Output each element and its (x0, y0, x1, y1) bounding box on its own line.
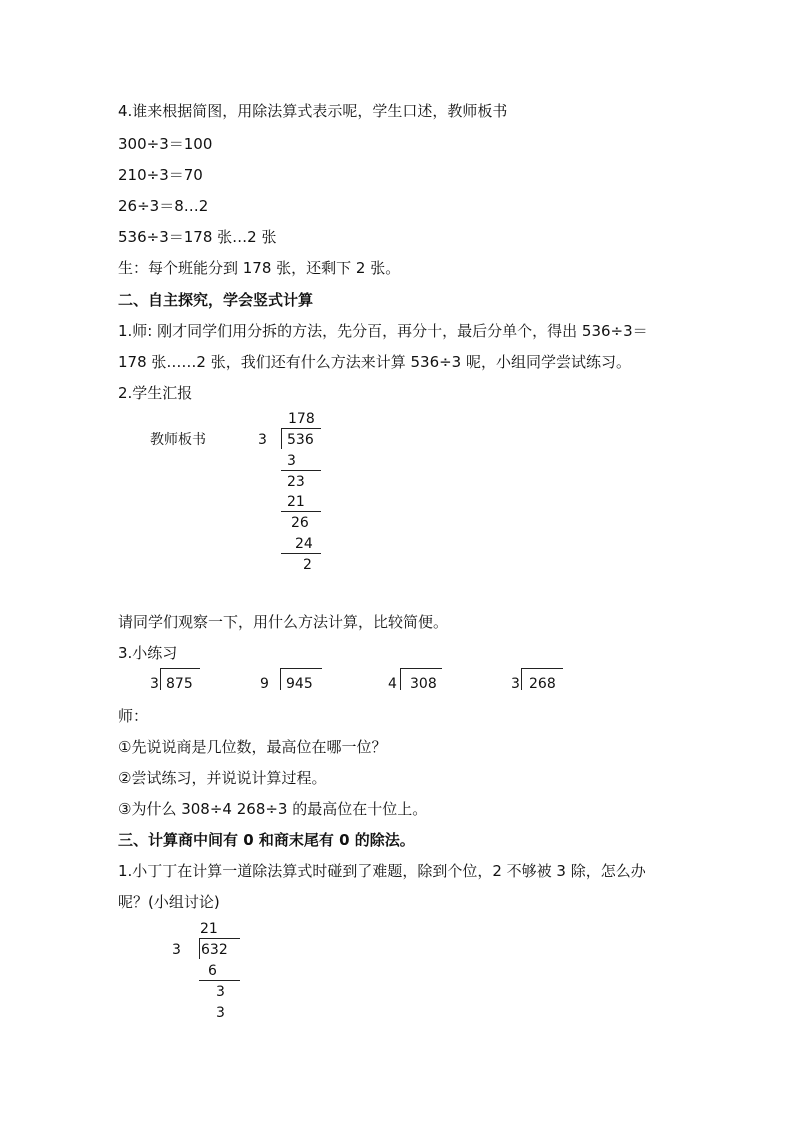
step: 6 (208, 963, 217, 979)
division-bar (160, 668, 200, 669)
step: 21 (287, 494, 305, 510)
step: 24 (295, 536, 313, 552)
division-bracket (280, 668, 281, 690)
step-rule (281, 511, 321, 512)
step: 23 (287, 474, 305, 490)
step-rule (281, 470, 321, 471)
division-bar (199, 938, 240, 939)
text-line: 536÷3＝178 张…2 张 (118, 228, 277, 246)
division-bracket (400, 668, 401, 690)
dividend: 536 (287, 432, 314, 448)
divisor: 9 (260, 676, 269, 692)
dividend: 945 (286, 676, 313, 692)
text-line: 呢？(小组讨论) (118, 893, 220, 911)
dividend: 308 (410, 676, 437, 692)
divisor: 3 (150, 676, 159, 692)
dividend: 875 (166, 676, 193, 692)
step: 3 (216, 984, 225, 1000)
division-bracket (160, 668, 161, 690)
divisor: 3 (258, 432, 267, 448)
divisor: 4 (388, 676, 397, 692)
step: 3 (287, 453, 296, 469)
text-line: ③为什么 308÷4 268÷3 的最高位在十位上。 (118, 800, 428, 818)
step: 3 (216, 1005, 225, 1021)
step: 26 (291, 515, 309, 531)
text-line: ②尝试练习，并说说计算过程。 (118, 769, 327, 787)
text-line: 师： (118, 707, 149, 725)
text-line: 26÷3＝8…2 (118, 197, 209, 215)
section-heading: 三、计算商中间有 0 和商末尾有 0 的除法。 (118, 831, 415, 849)
text-line: 生：每个班能分到 178 张，还剩下 2 张。 (118, 259, 401, 277)
divisor: 3 (172, 942, 181, 958)
division-bar (521, 668, 563, 669)
text-line: 4.谁来根据简图，用除法算式表示呢，学生口述，教师板书 (118, 102, 508, 120)
text-line: 210÷3＝70 (118, 166, 203, 184)
text-line: 1.师: 刚才同学们用分拆的方法，先分百，再分十，最后分单个，得出 536÷3＝ (118, 322, 648, 340)
step-rule (199, 980, 240, 981)
division-bracket (199, 938, 200, 959)
division-bar (280, 668, 322, 669)
division-bracket (521, 668, 522, 690)
board-caption: 教师板书 (150, 432, 206, 448)
text-line: 300÷3＝100 (118, 135, 213, 153)
dividend: 632 (201, 942, 228, 958)
division-bar (281, 428, 321, 429)
text-line: 2.学生汇报 (118, 384, 193, 402)
quotient: 178 (288, 411, 315, 427)
dividend: 268 (529, 676, 556, 692)
step-rule (281, 553, 321, 554)
text-line: 3.小练习 (118, 644, 178, 662)
text-line: 请同学们观察一下，用什么方法计算，比较简便。 (118, 613, 449, 631)
text-line: ①先说说商是几位数，最高位在哪一位？ (118, 738, 387, 756)
division-bar (400, 668, 442, 669)
divisor: 3 (511, 676, 520, 692)
remainder: 2 (303, 557, 312, 573)
division-bracket (281, 428, 282, 449)
section-heading: 二、自主探究，学会竖式计算 (118, 291, 314, 309)
quotient: 21 (200, 921, 218, 937)
text-line: 1.小丁丁在计算一道除法算式时碰到了难题，除到个位，2 不够被 3 除，怎么办 (118, 862, 646, 880)
text-line: 178 张……2 张，我们还有什么方法来计算 536÷3 呢，小组同学尝试练习。 (118, 353, 631, 371)
